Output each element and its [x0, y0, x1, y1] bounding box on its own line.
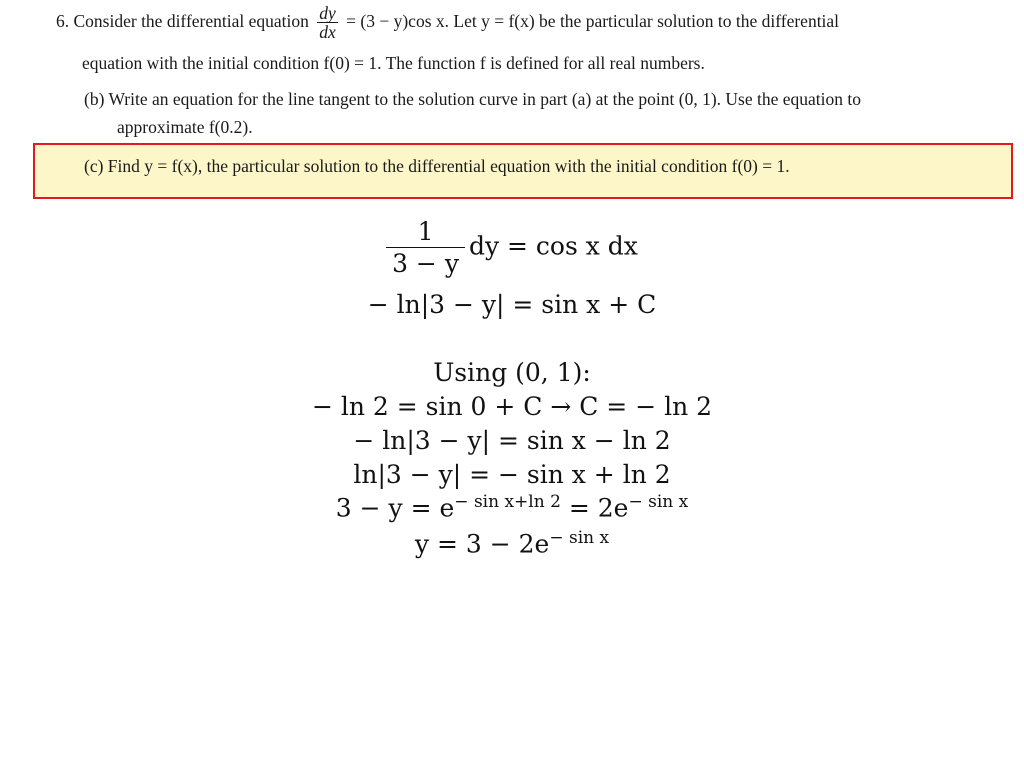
step1-rest: dy = cos x dx	[468, 231, 638, 261]
solution-step-3: − ln 2 = sin 0 + C → C = − ln 2	[311, 392, 713, 421]
question-text-a: Consider the differential equation	[73, 10, 309, 31]
final-exponent: − sin x	[549, 528, 610, 548]
final-answer	[0, 528, 1024, 558]
step6-right: = 2e	[560, 493, 629, 523]
final-base: y = 3 − 2e	[414, 529, 550, 559]
dy-numerator: dy	[319, 3, 336, 23]
fraction-denominator: 3 − y	[392, 249, 459, 279]
part-c-text: (c) Find y = f(x), the particular solution to the differential equation with the initial condition f(0) = 1.	[84, 156, 790, 176]
step6-left: 3 − y = e	[335, 493, 455, 523]
solution-step-2: − ln|3 − y| = sin x + C	[367, 290, 657, 319]
question-text-b: = (3 − y)cos x. Let y = f(x) be the particular solution to the differential	[346, 10, 840, 31]
solution-step-6	[0, 492, 1024, 522]
question-line-1	[56, 4, 839, 42]
part-b-line-1: (b) Write an equation for the line tangent to the solution curve in part (a) at the point (0, 1). Use the equation to	[84, 89, 862, 109]
dx-denominator: dx	[319, 22, 336, 43]
separated-fraction	[386, 216, 465, 280]
part-b-line-2: approximate f(0.2).	[117, 117, 253, 137]
using-initial-condition: Using (0, 1):	[433, 358, 591, 387]
solution-step-5: ln|3 − y| = − sin x + ln 2	[353, 460, 671, 489]
dy-dx-fraction	[317, 4, 338, 42]
question-line-2: equation with the initial condition f(0) = 1. The function f is defined for all real numbers.	[82, 53, 705, 73]
fraction-numerator: 1	[386, 216, 465, 248]
solution-step-1	[0, 216, 1024, 280]
step6-exponent-2: − sin x	[628, 492, 689, 512]
question-number: 6.	[56, 10, 70, 31]
step6-exponent: − sin x+ln 2	[454, 492, 561, 512]
solution-step-4: − ln|3 − y| = sin x − ln 2	[353, 426, 671, 455]
